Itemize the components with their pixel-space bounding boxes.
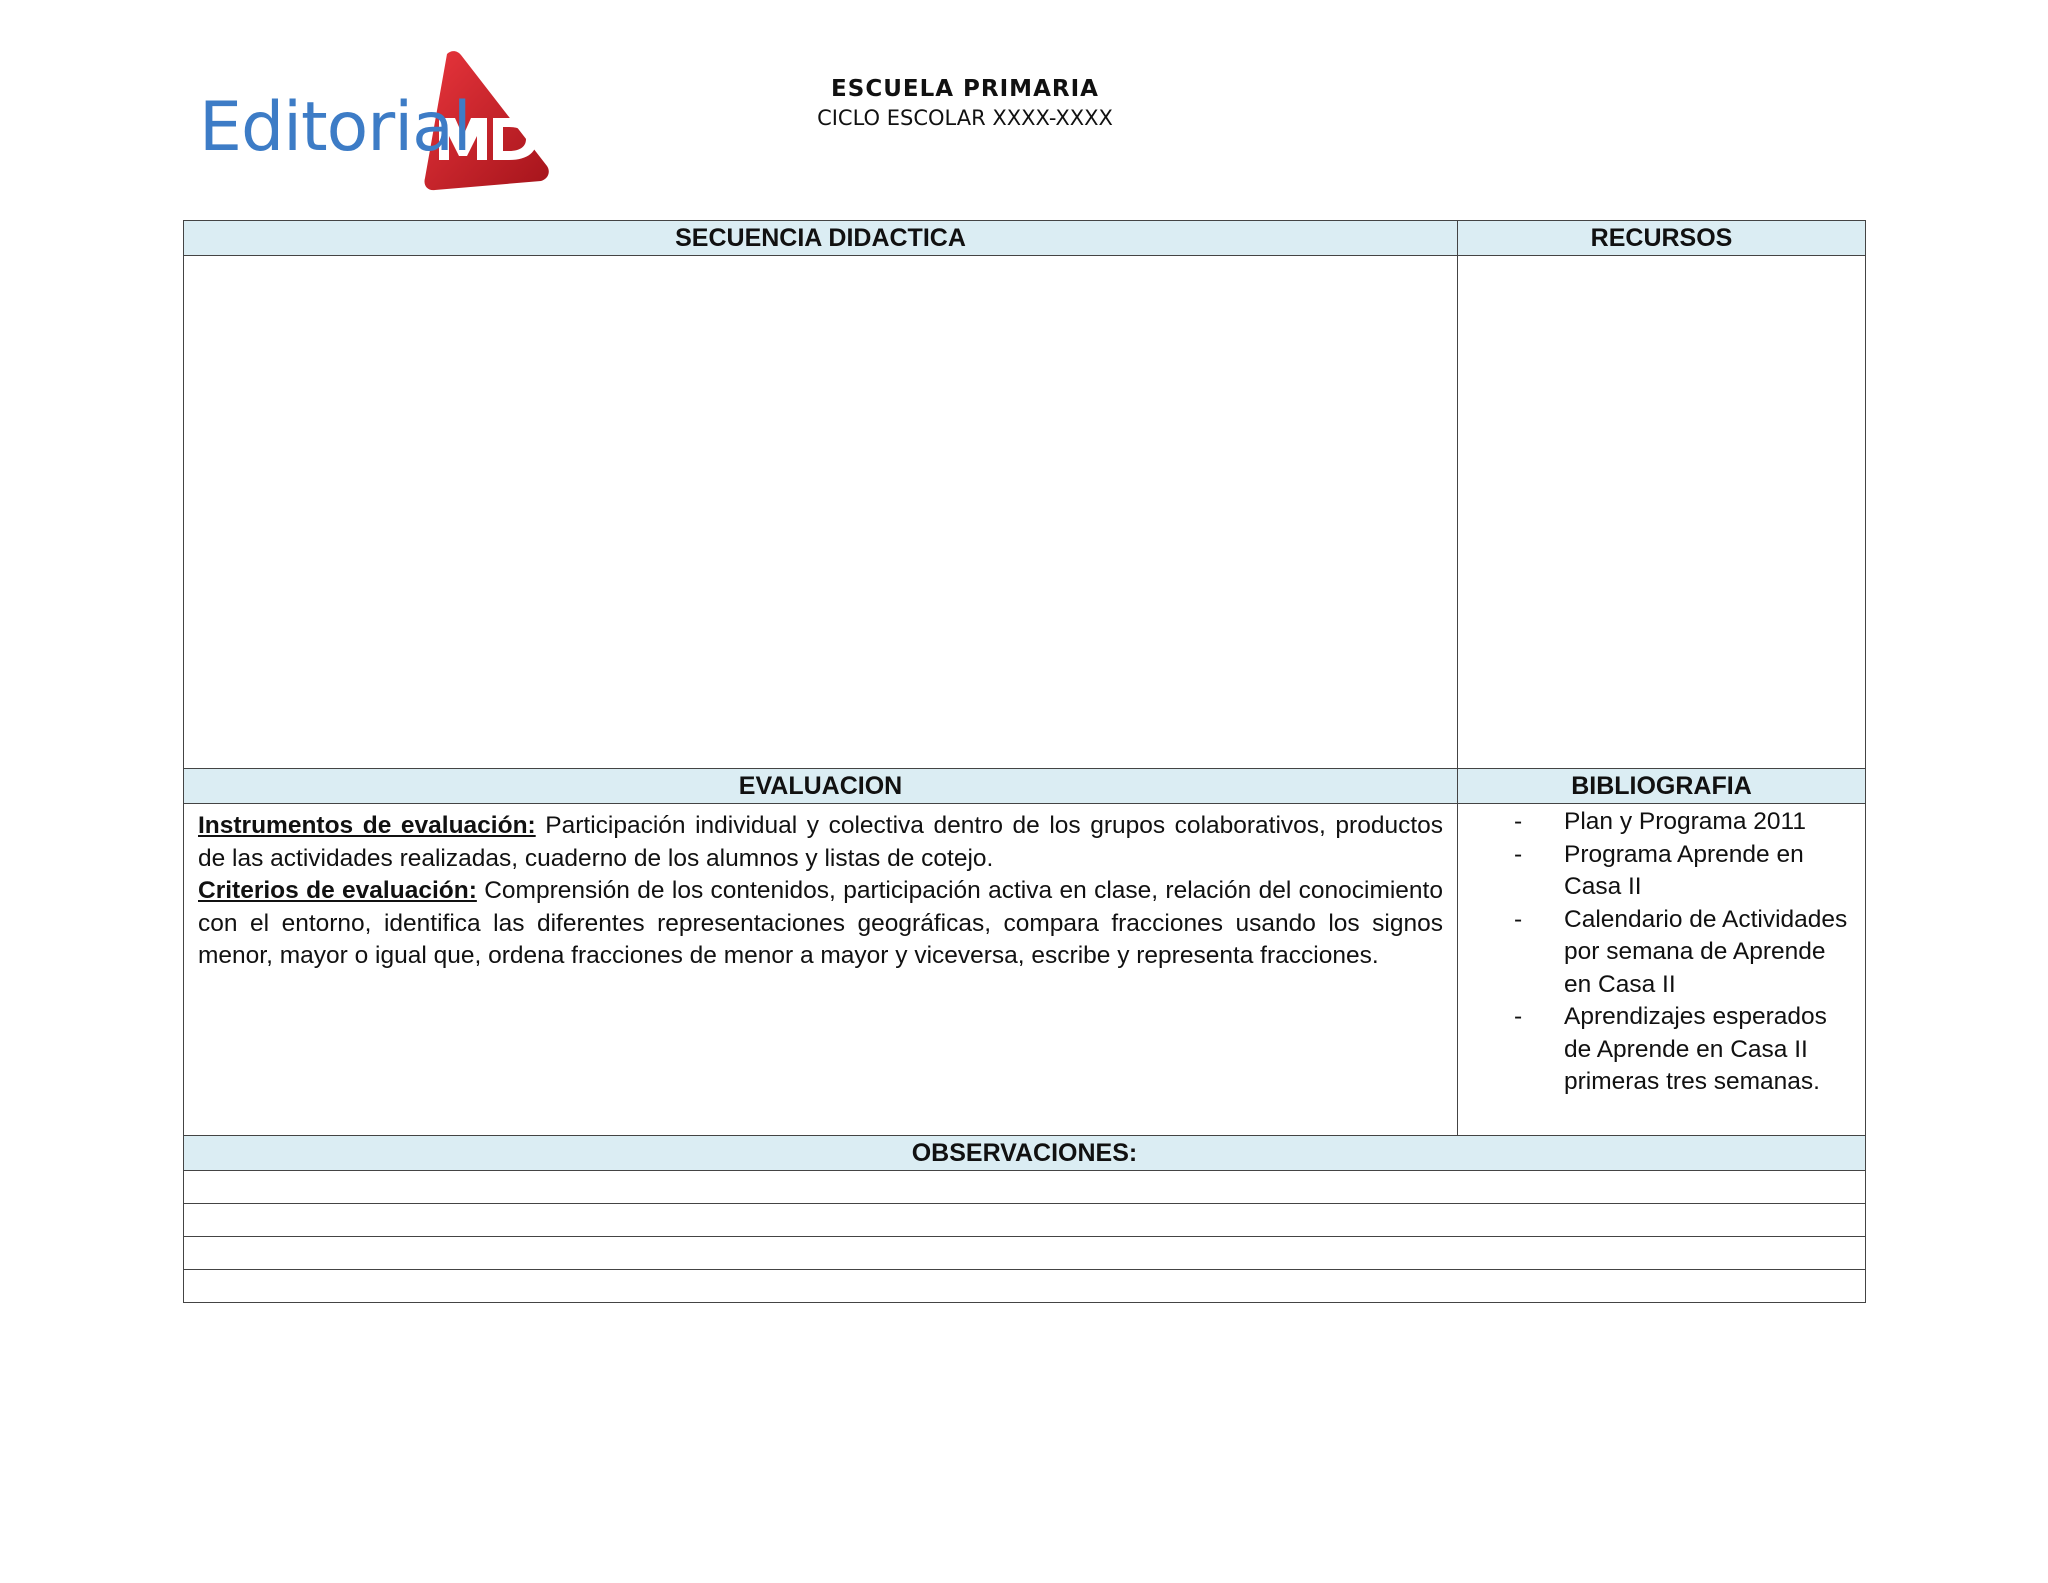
observaciones-line[interactable] — [184, 1270, 1866, 1303]
secuencia-cell[interactable] — [184, 256, 1458, 769]
list-item: - Plan y Programa 2011 — [1458, 806, 1855, 839]
editorial-md-logo — [195, 48, 560, 198]
observaciones-line[interactable] — [184, 1237, 1866, 1270]
planning-table — [183, 220, 1866, 1303]
criterios-text: Comprensión de los contenidos, participación activa en clase, relación del conocimiento con el entorno, identifica las diferentes representaciones geográficas, compara fracciones usando los signos menor, mayor o igual que, ordena fracciones de menor a mayor y viceversa, escribe y representa fracciones. — [198, 877, 1443, 969]
bibliografia-list — [1458, 806, 1855, 1099]
evaluacion-header: EVALUACION — [184, 769, 1458, 804]
evaluacion-header-row — [184, 769, 1866, 804]
evaluacion-cell[interactable] — [184, 804, 1458, 1136]
list-item: - Programa Aprende en Casa II — [1458, 839, 1855, 904]
school-cycle: CICLO ESCOLAR XXXX-XXXX — [817, 106, 1113, 130]
secuencia-header: SECUENCIA DIDACTICA — [184, 221, 1458, 256]
secuencia-row — [184, 256, 1866, 769]
observaciones-line[interactable] — [184, 1204, 1866, 1237]
criterios-label: Criterios de evaluación: — [198, 877, 477, 904]
bibliografia-header: BIBLIOGRAFIA — [1458, 769, 1866, 804]
list-item: - Aprendizajes esperados de Aprende en Casa II primeras tres semanas. — [1458, 1001, 1855, 1099]
evaluacion-row — [184, 804, 1866, 1136]
instrumentos-text: Participación individual y colectiva dentro de los grupos colaborativos, productos de las actividades realizadas, cuaderno de los alumnos y listas de cotejo. — [198, 812, 1444, 872]
observaciones-header: OBSERVACIONES: — [184, 1136, 1866, 1171]
bibliografia-cell[interactable] — [1458, 804, 1866, 1136]
observaciones-line[interactable] — [184, 1171, 1866, 1204]
list-item: - Calendario de Actividades por semana de Aprende en Casa II — [1458, 904, 1855, 1002]
recursos-cell[interactable] — [1458, 256, 1866, 769]
observaciones-header-row — [184, 1136, 1866, 1171]
logo-text: Editorial — [199, 88, 471, 167]
instrumentos-label: Instrumentos de evaluación: — [198, 812, 536, 839]
school-title: ESCUELA PRIMARIA — [831, 76, 1099, 102]
table-header-row — [184, 221, 1866, 256]
recursos-header: RECURSOS — [1458, 221, 1866, 256]
